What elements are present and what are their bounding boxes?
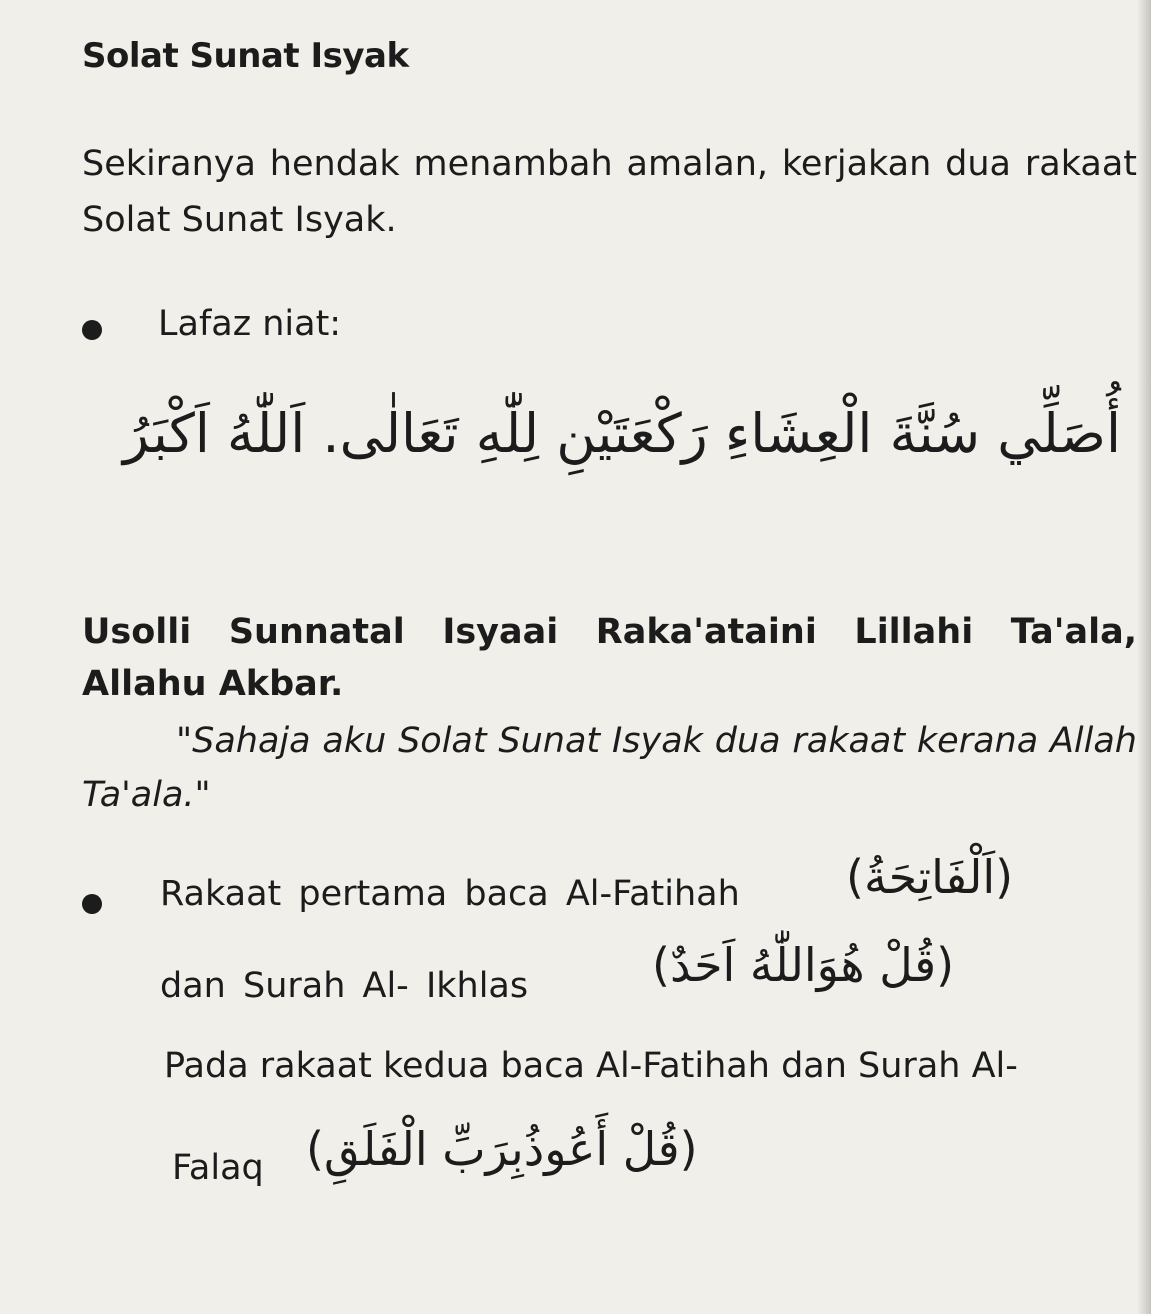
falaq-arabic-text: (قُلْ أَعُوذُبِرَبِّ الْفَلَقِ) xyxy=(306,1122,698,1176)
bullet-icon xyxy=(82,320,102,340)
ikhlas-arabic-text: (قُلْ هُوَاللّٰهُ اَحَدٌ) xyxy=(652,938,955,992)
rakaat-ikhlas-text: dan Surah Al- Ikhlas xyxy=(160,966,529,1006)
bullet-icon xyxy=(82,894,102,914)
rakaat-first-text: Rakaat pertama baca Al-Fatihah xyxy=(160,874,740,914)
niat-label: Lafaz niat: xyxy=(158,304,342,344)
section-title: Solat Sunat Isyak xyxy=(82,36,409,76)
rakaat-falaq-text: Falaq xyxy=(172,1148,264,1188)
niat-meaning: "Sahaja aku Solat Sunat Isyak dua rakaat kerana Allah Ta'ala." xyxy=(82,721,1137,815)
fatihah-arabic-text: (اَلْفَاتِحَةُ) xyxy=(846,850,1014,904)
rakaat-second-text: Pada rakaat kedua baca Al-Fatihah dan Surah Al- xyxy=(164,1046,1018,1086)
intro-paragraph: Sekiranya hendak menambah amalan, kerjakan dua rakaat Solat Sunat Isyak. xyxy=(82,144,1137,240)
page-edge-shadow xyxy=(1137,0,1151,1314)
niat-transliteration: Usolli Sunnatal Isyaai Raka'ataini Lillahi Ta'ala, Allahu Akbar. xyxy=(82,612,1137,704)
niat-arabic-text: أُصَلِّي سُنَّةَ الْعِشَاءِ رَكْعَتَيْنِ لِلّٰهِ تَعَالٰى. اَللّٰهُ اَكْبَرُ xyxy=(123,402,1121,465)
